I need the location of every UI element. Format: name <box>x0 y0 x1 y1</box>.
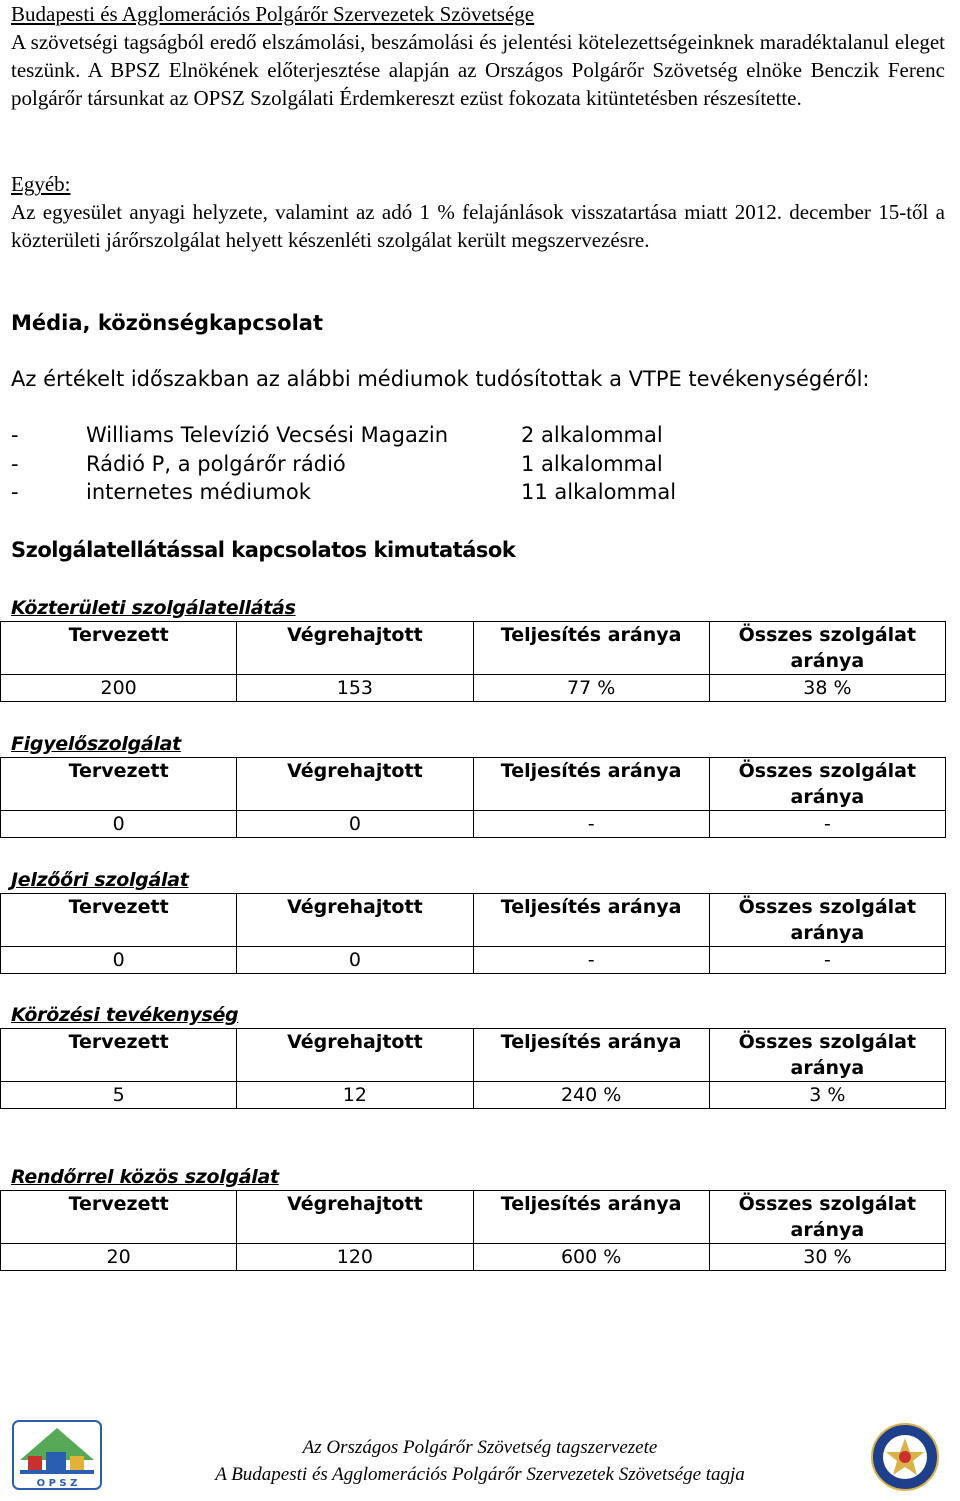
list-bullet: - <box>11 480 19 504</box>
table-header-row <box>1 894 946 947</box>
cell-completion-rate: - <box>473 811 709 838</box>
stat-block-jelzoori <box>11 866 957 974</box>
table-header-row <box>1 1029 946 1082</box>
cell-total-rate: 30 % <box>709 1244 945 1271</box>
media-count: 2 alkalommal <box>521 423 663 447</box>
col-header-total-rate: Összes szolgálat aránya <box>709 894 945 947</box>
col-header-total-rate: Összes szolgálat aránya <box>709 1029 945 1082</box>
cell-total-rate: - <box>709 811 945 838</box>
stat-block-rendorrel <box>11 1163 957 1271</box>
col-header-total-rate: Összes szolgálat aránya <box>709 622 945 675</box>
cell-completion-rate: 77 % <box>473 675 709 702</box>
cell-total-rate: - <box>709 947 945 974</box>
stat-block-korozesi <box>11 1001 957 1109</box>
footer-line-1: Az Országos Polgárőr Szövetség tagszervezete <box>302 1437 658 1458</box>
section-bpsz <box>11 0 945 112</box>
list-bullet: - <box>11 451 19 476</box>
col-header-total-rate: Összes szolgálat aránya <box>709 1191 945 1244</box>
col-header-planned: Tervezett <box>1 894 237 947</box>
cell-executed: 120 <box>237 1244 473 1271</box>
stat-title: Körözési tevékenység <box>11 1004 239 1026</box>
cell-planned: 5 <box>1 1082 237 1109</box>
cell-planned: 0 <box>1 811 237 838</box>
bpsz-badge-logo <box>870 1422 940 1492</box>
table-row <box>1 1244 946 1271</box>
stat-table <box>0 1028 946 1109</box>
section-text-bpsz: A szövetségi tagságból eredő elszámolási, beszámolási és jelentési kötelezettségeinknek maradéktalanul eleget teszünk. A BPSZ Elnökének előterjesztése alapján az Országos Polgárőr Szövetség elnöke Benczik Ferenc polgárőr társunkat az OPSZ Szolgálati Érdemkereszt ezüst fokozata kitüntetésben részesítette. <box>11 30 945 110</box>
list-item <box>11 452 711 481</box>
cell-planned: 0 <box>1 947 237 974</box>
table-row <box>1 947 946 974</box>
opsz-logo-letters: O P S Z <box>36 1478 78 1489</box>
table-row <box>1 1082 946 1109</box>
stat-block-kozteruleti <box>11 594 957 702</box>
col-header-completion-rate: Teljesítés aránya <box>473 758 709 811</box>
table-header-row <box>1 758 946 811</box>
media-name: Williams Televízió Vecsési Magazin <box>86 423 449 447</box>
col-header-completion-rate: Teljesítés aránya <box>473 894 709 947</box>
media-name: internetes médiumok <box>86 480 311 504</box>
section-title-egyeb: Egyéb: <box>11 172 71 196</box>
media-count: 11 alkalommal <box>521 480 677 504</box>
col-header-total-rate: Összes szolgálat aránya <box>709 758 945 811</box>
cell-total-rate: 38 % <box>709 675 945 702</box>
table-row <box>1 811 946 838</box>
media-count: 1 alkalommal <box>521 451 663 476</box>
list-item <box>11 480 711 509</box>
stat-table <box>0 621 946 702</box>
section-text-egyeb: Az egyesület anyagi helyzete, valamint az adó 1 % felajánlások visszatartása miatt 2012. december 15-től a közterületi járőrszolgálat helyett készenléti szolgálat került megszervezésre. <box>11 200 945 252</box>
cell-planned: 20 <box>1 1244 237 1271</box>
media-list <box>11 423 711 509</box>
opsz-logo <box>12 1420 102 1490</box>
col-header-planned: Tervezett <box>1 1191 237 1244</box>
stat-title: Rendőrrel közös szolgálat <box>11 1166 279 1188</box>
stat-table <box>0 757 946 838</box>
media-heading: Média, közönségkapcsolat <box>11 311 323 335</box>
cell-planned: 200 <box>1 675 237 702</box>
stat-title: Közterületi szolgálatellátás <box>11 597 296 619</box>
cell-completion-rate: 240 % <box>473 1082 709 1109</box>
media-intro: Az értékelt időszakban az alábbi médiumok tudósítottak a VTPE tevékenységéről: <box>11 367 870 391</box>
table-row <box>1 675 946 702</box>
col-header-planned: Tervezett <box>1 622 237 675</box>
col-header-executed: Végrehajtott <box>237 1191 473 1244</box>
col-header-planned: Tervezett <box>1 1029 237 1082</box>
col-header-completion-rate: Teljesítés aránya <box>473 622 709 675</box>
section-title-bpsz: Budapesti és Agglomerációs Polgárőr Szervezetek Szövetsége <box>11 2 535 26</box>
stat-title: Jelzőőri szolgálat <box>11 869 189 891</box>
service-heading: Szolgálatellátással kapcsolatos kimutatások <box>11 538 516 562</box>
cell-completion-rate: 600 % <box>473 1244 709 1271</box>
col-header-executed: Végrehajtott <box>237 894 473 947</box>
cell-executed: 0 <box>237 811 473 838</box>
list-bullet: - <box>11 423 19 447</box>
footer-line-2: A Budapesti és Agglomerációs Polgárőr Szervezetek Szövetsége tagja <box>215 1464 745 1485</box>
table-header-row <box>1 1191 946 1244</box>
list-item <box>11 423 711 452</box>
col-header-completion-rate: Teljesítés aránya <box>473 1029 709 1082</box>
cell-executed: 12 <box>237 1082 473 1109</box>
col-header-executed: Végrehajtott <box>237 758 473 811</box>
cell-completion-rate: - <box>473 947 709 974</box>
stat-table <box>0 1190 946 1271</box>
stat-table <box>0 893 946 974</box>
media-name: Rádió P, a polgárőr rádió <box>86 451 346 476</box>
col-header-completion-rate: Teljesítés aránya <box>473 1191 709 1244</box>
stat-title: Figyelőszolgálat <box>11 733 181 755</box>
cell-executed: 153 <box>237 675 473 702</box>
stat-block-figyelo <box>11 730 957 838</box>
section-egyeb <box>11 170 945 254</box>
cell-total-rate: 3 % <box>709 1082 945 1109</box>
table-header-row <box>1 622 946 675</box>
col-header-executed: Végrehajtott <box>237 622 473 675</box>
col-header-planned: Tervezett <box>1 758 237 811</box>
cell-executed: 0 <box>237 947 473 974</box>
col-header-executed: Végrehajtott <box>237 1029 473 1082</box>
